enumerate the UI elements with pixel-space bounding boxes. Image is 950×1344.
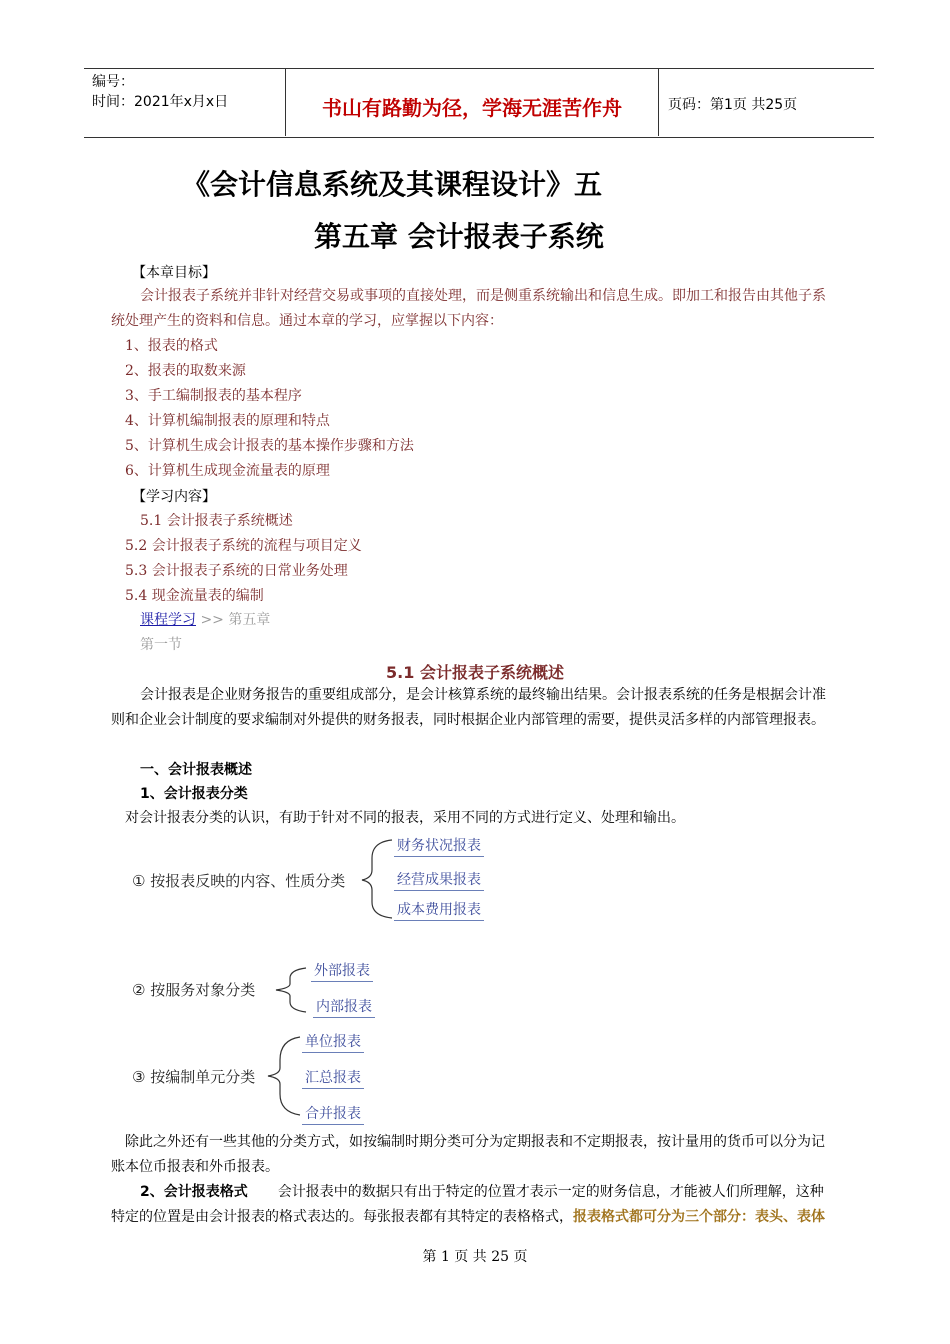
content-item: 5.1 会计报表子系统概述: [140, 513, 293, 529]
diagram-group-label: ① 按报表反映的内容、性质分类: [132, 872, 346, 890]
other-paragraph: 账本位币报表和外币报表。: [111, 1159, 279, 1175]
content-item: 5.4 现金流量表的编制: [125, 588, 264, 604]
diagram-group-label: ② 按服务对象分类: [132, 981, 256, 999]
goal-item: 4、计算机编制报表的原理和特点: [125, 413, 330, 429]
other-paragraph: 除此之外还有一些其他的分类方式，如按编制时期分类可分为定期报表和不定期报表，按计量用的货币可以分为记: [125, 1134, 825, 1150]
heading-overview: 一、会计报表概述: [140, 762, 252, 778]
motto: 书山有路勤为径，学海无涯苦作舟: [322, 96, 622, 120]
goal-item: 3、手工编制报表的基本程序: [125, 388, 302, 404]
section-label: 第一节: [140, 637, 182, 653]
diagram-item: 外部报表: [311, 960, 373, 980]
content-heading: 【学习内容】: [132, 489, 216, 505]
format-paragraph: 2、会计报表格式 会计报表中的数据只有出于特定的位置才表示一定的财务信息，才能被人们所理解，这种: [140, 1184, 824, 1200]
diagram-item: 财务状况报表: [394, 835, 484, 855]
diagram-group-label: ③ 按编制单元分类: [132, 1068, 256, 1086]
section-title: 5.1 会计报表子系统概述: [386, 663, 564, 682]
intro-paragraph: 会计报表是企业财务报告的重要组成部分，是会计核算系统的最终输出结果。会计报表系统的任务是根据会计准: [140, 687, 826, 703]
content-item: 5.3 会计报表子系统的日常业务处理: [125, 563, 348, 579]
breadcrumb-link[interactable]: 课程学习: [140, 612, 196, 628]
goal-item: 6、计算机生成现金流量表的原理: [125, 463, 330, 479]
content-item: 5.2 会计报表子系统的流程与项目定义: [125, 538, 362, 554]
time-label: 时间：2021年x月x日: [92, 94, 229, 110]
classify-intro: 对会计报表分类的认识，有助于针对不同的报表，采用不同的方式进行定义、处理和输出。: [125, 810, 685, 826]
format-paragraph: 特定的位置是由会计报表的格式表达的。每张报表都有其特定的表格格式，报表格式都可分为三个部分：表头、表体: [111, 1209, 825, 1225]
goal-paragraph: 会计报表子系统并非针对经营交易或事项的直接处理，而是侧重系统输出和信息生成。即加工和报告由其他子系: [140, 288, 826, 304]
goal-item: 2、报表的取数来源: [125, 363, 246, 379]
goal-paragraph: 统处理产生的资料和信息。通过本章的学习，应掌握以下内容：: [111, 313, 503, 329]
goal-item: 1、报表的格式: [125, 338, 218, 354]
diagram-item: 经营成果报表: [394, 869, 484, 889]
goal-heading: 【本章目标】: [132, 265, 216, 281]
breadcrumb-rest: >> 第五章: [196, 612, 271, 628]
diagram-item: 内部报表: [313, 996, 375, 1016]
diagram-item: 成本费用报表: [394, 899, 484, 919]
brace-2: [276, 968, 306, 1012]
format-highlight: 报表格式都可分为三个部分：表头、表体: [573, 1209, 825, 1225]
diagram-item: 单位报表: [302, 1031, 364, 1051]
brace-1: [362, 840, 392, 918]
doc-title: 《会计信息系统及其课程设计》五: [182, 168, 603, 201]
diagram-item: 汇总报表: [302, 1067, 364, 1087]
chapter-title: 第五章 会计报表子系统: [314, 220, 604, 253]
page-footer: 第 1 页 共 25 页: [422, 1249, 528, 1265]
serial-label: 编号：: [92, 74, 134, 90]
diagram-item: 合并报表: [302, 1103, 364, 1123]
goal-item: 5、计算机生成会计报表的基本操作步骤和方法: [125, 438, 414, 454]
heading-classify: 1、会计报表分类: [140, 786, 248, 802]
page-code: 页码：第1页 共25页: [668, 97, 798, 113]
brace-3: [268, 1037, 300, 1115]
intro-paragraph: 则和企业会计制度的要求编制对外提供的财务报表，同时根据企业内部管理的需要，提供灵活多样的内部管理报表。: [111, 712, 825, 728]
heading-format: 2、会计报表格式: [140, 1184, 248, 1200]
